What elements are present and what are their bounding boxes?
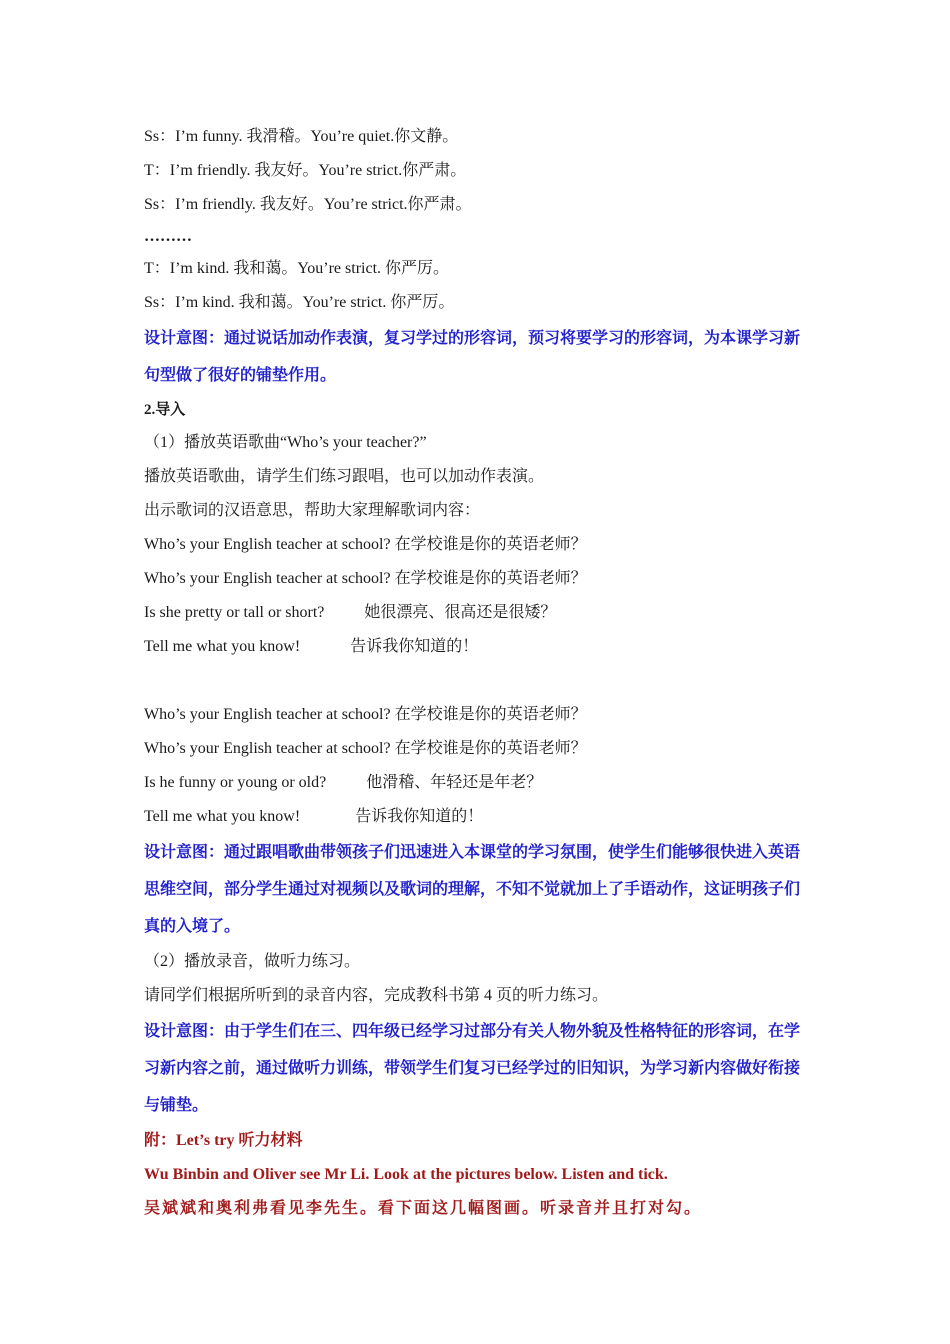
dialogue-line: T：I’m friendly. 我友好。You’re strict.你严肃。 xyxy=(144,162,467,179)
design-intent-1: 设计意图：通过说话加动作表演，复习学过的形容词，预习将要学习的形容词，为本课学习新句型做了很好的铺垫作用。 xyxy=(144,330,801,384)
dialogue-line: Ss：I’m kind. 我和蔼。You’re strict. 你严厉。 xyxy=(144,294,455,311)
lyric-line: Who’s your English teacher at school? 在学校谁是你的英语老师？ xyxy=(144,706,587,723)
section-heading: 2.导入 xyxy=(144,402,186,418)
lyric-cn: 告诉我你知道的！ xyxy=(350,638,479,655)
lyric-en: Tell me what you know! xyxy=(144,638,301,655)
design-intent-3: 设计意图：由于学生们在三、四年级已经学习过部分有关人物外貌及性格特征的形容词，在学习新内容之前，通过做听力训练，带领学生们复习已经学过的旧知识，为学习新内容做好衔接与铺垫。 xyxy=(144,1023,801,1114)
dialogue-line: T：I’m kind. 我和蔼。You’re strict. 你严厉。 xyxy=(144,260,450,277)
paragraph: 播放英语歌曲，请学生们练习跟唱，也可以加动作表演。 xyxy=(144,468,545,485)
dialogue-line: Ss：I’m friendly. 我友好。You’re strict.你严肃。 xyxy=(144,196,472,213)
appendix-title: 附：Let’s try 听力材料 xyxy=(144,1132,303,1149)
lyric-cn: 她很漂亮、很高还是很矮？ xyxy=(364,604,557,621)
subsection-title: （1）播放英语歌曲“Who’s your teacher?” xyxy=(144,434,427,451)
lyric-line: Who’s your English teacher at school? 在学校谁是你的英语老师？ xyxy=(144,740,587,757)
appendix-chinese: 吴斌斌和奥利弗看见李先生。看下面这几幅图画。听录音并且打对勾。 xyxy=(144,1200,703,1217)
blank-line xyxy=(144,664,814,698)
ellipsis-line: ……… xyxy=(144,228,192,245)
lyric-line: Who’s your English teacher at school? 在学校谁是你的英语老师？ xyxy=(144,570,587,587)
appendix-english: Wu Binbin and Oliver see Mr Li. Look at the pictures below. Listen and tick. xyxy=(144,1166,668,1183)
paragraph: 请同学们根据所听到的录音内容，完成教科书第 4 页的听力练习。 xyxy=(144,987,609,1004)
subsection-title: （2）播放录音，做听力练习。 xyxy=(144,953,361,970)
lyric-line xyxy=(144,766,814,800)
lyric-cn: 他滑稽、年轻还是年老？ xyxy=(366,774,543,791)
lyric-en: Is she pretty or tall or short? xyxy=(144,604,325,621)
lyric-line xyxy=(144,596,814,630)
lyric-line xyxy=(144,630,814,664)
document-page xyxy=(144,120,814,1226)
design-intent-2: 设计意图：通过跟唱歌曲带领孩子们迅速进入本课堂的学习氛围，使学生们能够很快进入英语思维空间，部分学生通过对视频以及歌词的理解，不知不觉就加上了手语动作，这证明孩子们真的入境了。 xyxy=(144,844,801,935)
dialogue-line: Ss：I’m funny. 我滑稽。You’re quiet.你文静。 xyxy=(144,128,459,145)
paragraph: 出示歌词的汉语意思，帮助大家理解歌词内容： xyxy=(144,502,481,519)
lyric-line: Who’s your English teacher at school? 在学校谁是你的英语老师？ xyxy=(144,536,587,553)
lyric-line xyxy=(144,800,814,834)
lyric-en: Tell me what you know! xyxy=(144,808,301,825)
lyric-cn: 告诉我你知道的！ xyxy=(355,808,484,825)
lyric-en: Is he funny or young or old? xyxy=(144,774,327,791)
